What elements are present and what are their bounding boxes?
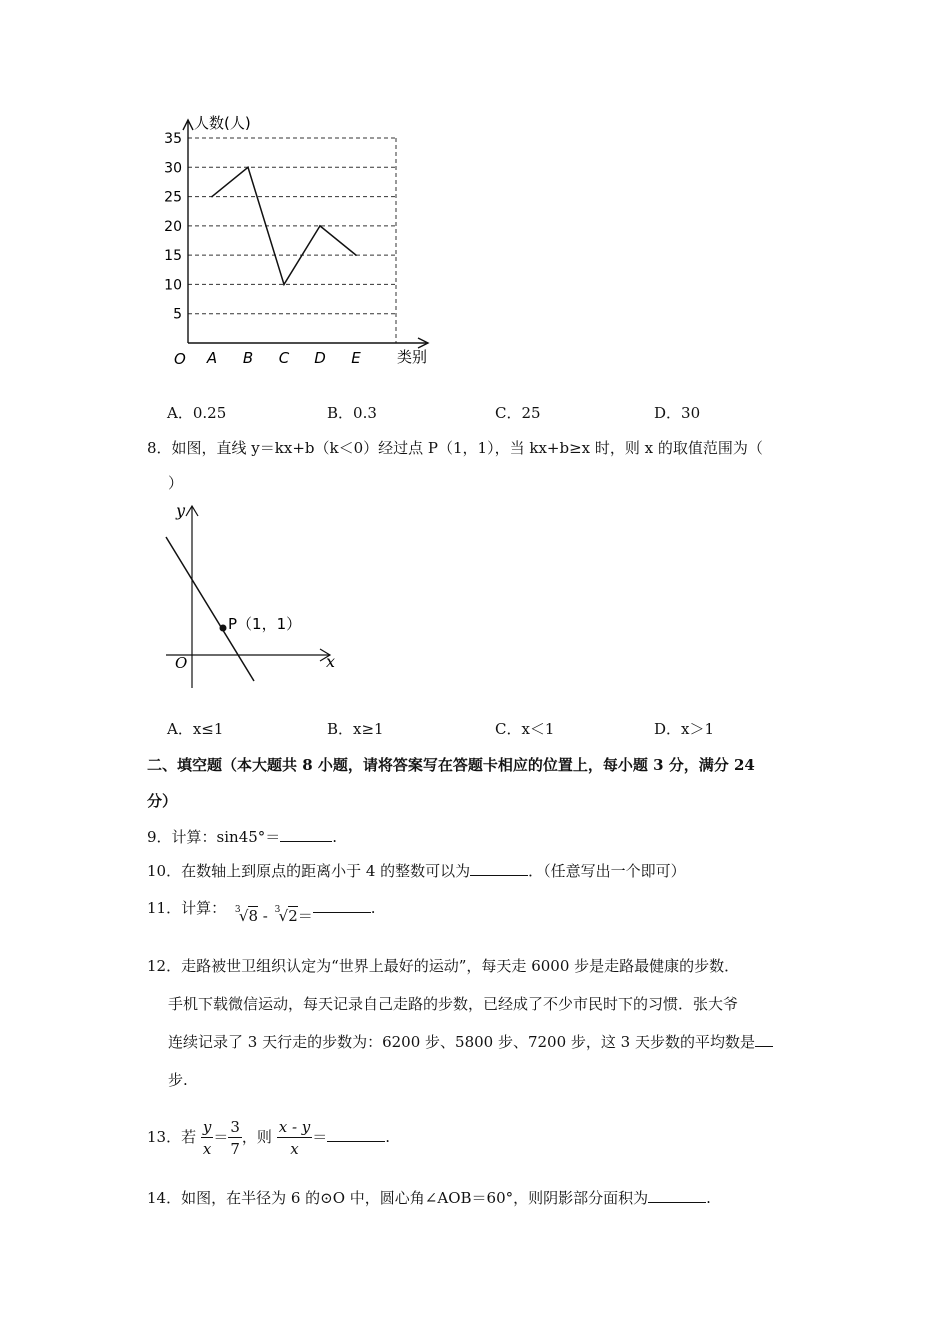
q8-option-c: C．x＜1 [495, 720, 555, 738]
chart-x-tick-label: B [242, 349, 254, 367]
chart-x-tick-label: A [206, 349, 218, 367]
q13-question: 13．若 $\frac{y}{x}$ ＝ $\frac{3}{7}$ ，则 $\frac{x - y}{x}$ ＝ . [147, 1117, 391, 1158]
q8-y-label: y [176, 501, 186, 520]
q13-fraction-x-minus-y-over-x: $\frac{x - y}{x}$ [278, 1117, 311, 1158]
q8-origin-label: O [175, 654, 188, 672]
chart-y-tick-label: 10 [164, 277, 182, 294]
q7-line-chart [150, 108, 450, 373]
chart-y-tick-label: 25 [164, 189, 182, 206]
q14-question: 14．如图，在半径为 6 的⊙O 中，圆心角∠AOB＝60°，则阴影部分面积为 . [147, 1189, 711, 1207]
chart-x-tick-label: D [314, 349, 326, 367]
q13-fraction-y-over-x: $\frac{y}{x}$ [202, 1117, 212, 1158]
chart-x-ticks [206, 349, 361, 367]
chart-y-label: 人数(人) [194, 114, 251, 132]
q7-option-d: D．30 [654, 404, 701, 422]
chart-x-label: 类别 [397, 348, 428, 366]
q8-graph [160, 500, 345, 690]
chart-grid [188, 138, 396, 343]
q8-option-a: A．x≤1 [167, 720, 224, 738]
q7-option-c: C．25 [495, 404, 541, 422]
q7-option-b: B．0.3 [327, 404, 377, 422]
chart-x-tick-label: C [278, 349, 290, 367]
chart-y-tick-label: 5 [173, 306, 182, 323]
q7-option-a: A．0.25 [167, 404, 227, 422]
chart-origin-label: O [174, 350, 186, 368]
chart-y-tick-label: 15 [164, 248, 182, 265]
section2-heading-line2: 分） [147, 792, 178, 810]
q12-answer-blank[interactable] [755, 1032, 773, 1047]
q14-answer-blank[interactable] [648, 1188, 706, 1203]
chart-x-tick-label: E [351, 349, 361, 367]
q8-option-b: B．x≥1 [327, 720, 384, 738]
q12-question-line3: 连续记录了 3 天行走的步数为：6200 步、5800 步、7200 步，这 3 天步数的平均数是 [168, 1032, 773, 1052]
q9-answer-blank[interactable] [280, 827, 332, 842]
q13-fraction-3-over-7: $\frac{3}{7}$ [230, 1117, 240, 1158]
q11-answer-blank[interactable] [313, 898, 371, 913]
q8-question-line1: 8．如图，直线 y＝kx+b（k＜0）经过点 P（1，1），当 kx+b≥x 时，则 x 的取值范围为（ [147, 439, 763, 457]
q8-x-label: x [326, 652, 336, 671]
chart-y-ticks [164, 131, 182, 323]
section2-heading-line1: 二、填空题（本大题共 8 小题，请将答案写在答题卡相应的位置上，每小题 3 分，满分 24 [147, 756, 755, 774]
chart-y-tick-label: 35 [164, 131, 182, 147]
q8-question-line2: ） [168, 474, 184, 492]
q12-question-line4: 步. [168, 1071, 188, 1089]
q12-question-line1: 12．走路被世卫组织认定为“世界上最好的运动”，每天走 6000 步是走路最健康的步数． [147, 957, 740, 975]
q11-question: 11．计算： 3 √8 - 3 √2＝ . [147, 899, 376, 925]
chart-y-tick-label: 30 [164, 160, 182, 177]
q8-point-label: P（1，1） [228, 615, 302, 633]
chart-y-tick-label: 20 [164, 218, 182, 235]
q13-answer-blank[interactable] [327, 1127, 385, 1142]
q8-point-p [220, 625, 227, 632]
q12-question-line2: 手机下载微信运动，每天记录自己走路的步数，已经成了不少市民时下的习惯．张大爷 [168, 995, 739, 1013]
q10-question: 10．在数轴上到原点的距离小于 4 的整数可以为 ．（任意写出一个即可） [147, 862, 686, 880]
q8-option-d: D．x＞1 [654, 720, 715, 738]
q9-question: 9．计算：sin45°＝ . [147, 828, 338, 846]
q10-answer-blank[interactable] [470, 861, 528, 876]
